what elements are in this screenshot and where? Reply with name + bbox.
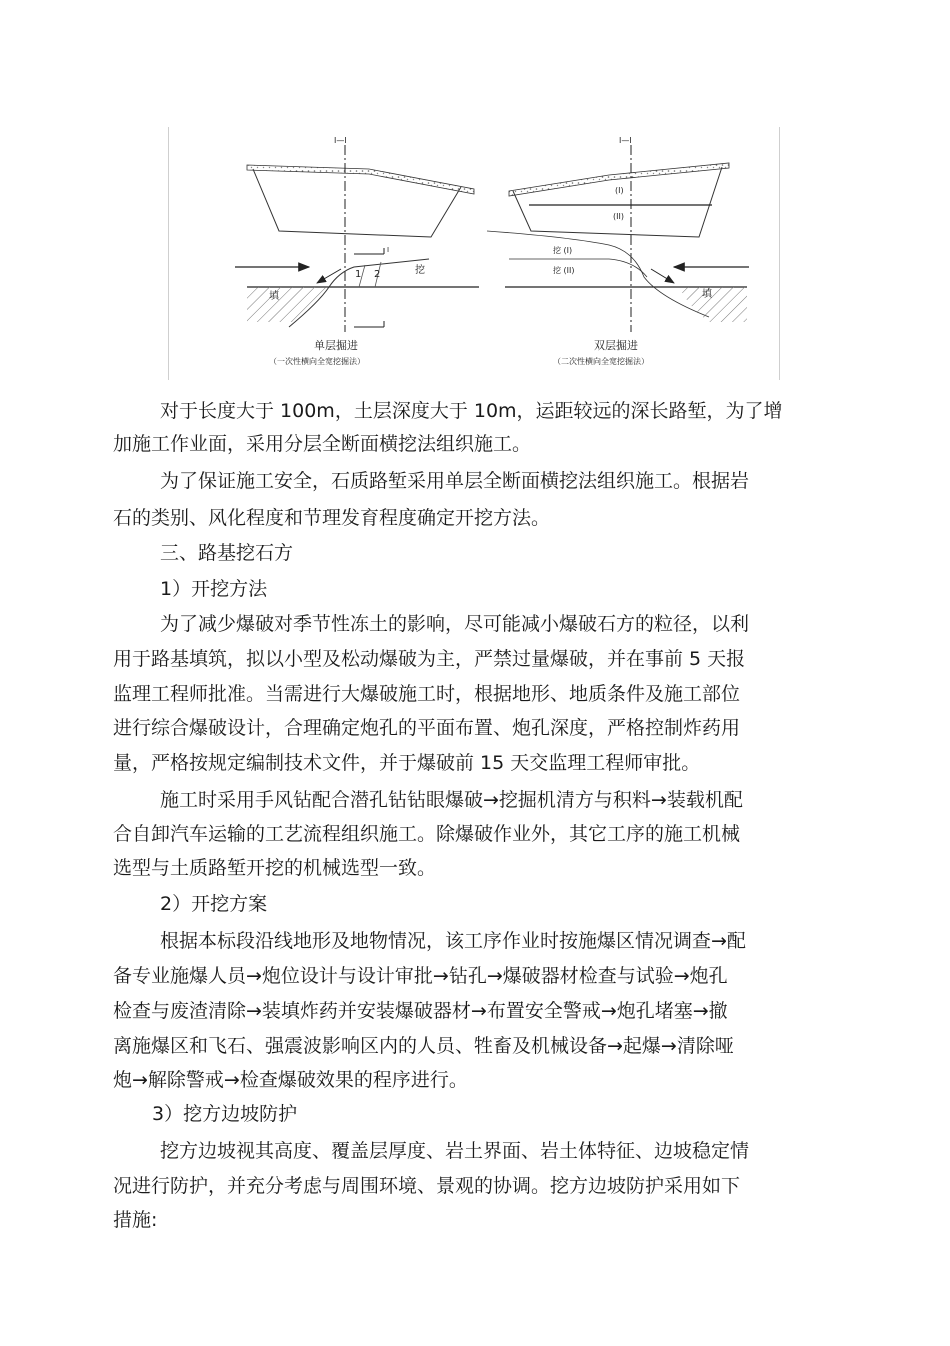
left-diagram-title: 单层掘进 [314, 339, 358, 352]
text-line: 为了保证施工安全，石质路堑采用单层全断面横挖法组织施工。根据岩 [160, 470, 750, 492]
left-fill-hatch [247, 287, 329, 322]
text-line: 备专业施爆人员→炮位设计与设计审批→钻孔→爆破器材检查与试验→炮孔 [113, 965, 728, 987]
right-dig-1-label: 挖 (I) [553, 246, 573, 255]
right-fill-hatch [679, 287, 747, 322]
text-line: 根据本标段沿线地形及地物情况，该工序作业时按施爆区情况调查→配 [160, 930, 746, 952]
left-cut-section [253, 169, 461, 237]
left-diagram-subtitle: （一次性横向全宽挖掘法） [269, 357, 365, 366]
left-dig-label: 挖 [415, 265, 425, 276]
text-line: 为了减少爆破对季节性冻土的影响，尽可能减小爆破石方的粒径，以利 [160, 613, 750, 635]
text-line: 监理工程师批准。当需进行大爆破施工时，根据地形、地质条件及施工部位 [113, 683, 741, 705]
text-line: 进行综合爆破设计，合理确定炮孔的平面布置、炮孔深度，严格控制炸药用 [113, 717, 741, 739]
text-line: 挖方边坡视其高度、覆盖层厚度、岩土界面、岩土体特征、边坡稳定情 [160, 1140, 750, 1162]
right-dig-2-label: 挖 (II) [553, 266, 575, 275]
right-layer-curve-1 [487, 231, 709, 317]
right-diagonal-arrow [651, 269, 674, 283]
right-section-mark: I—I [619, 136, 632, 145]
text-line: 离施爆区和飞石、强震波影响区内的人员、牲畜及机械设备→起爆→清除哑 [113, 1035, 734, 1057]
left-diagram [235, 136, 479, 366]
left-stage-1: 1 [355, 269, 362, 280]
text-line: 措施: [113, 1209, 158, 1231]
left-section-mark: I—I [334, 136, 347, 145]
text-line: 对于长度大于 100m，土层深度大于 10m，运距较远的深长路堑，为了增 [160, 400, 783, 422]
subsection-heading: 3）挖方边坡防护 [152, 1103, 298, 1125]
text-line: 石的类别、风化程度和节理发育程度确定开挖方法。 [113, 507, 551, 529]
left-ground-surface [247, 165, 474, 194]
cross-section-figure [168, 127, 780, 380]
text-line: 合自卸汽车运输的工艺流程组织施工。除爆破作业外，其它工序的施工机械 [113, 823, 741, 845]
text-line: 炮→解除警戒→检查爆破效果的程序进行。 [113, 1069, 468, 1091]
right-layer-1-label: (I) [615, 186, 624, 195]
subsection-heading: 1）开挖方法 [160, 578, 268, 600]
text-line: 加施工作业面，采用分层全断面横挖法组织施工。 [113, 433, 532, 455]
right-layer-2-label: (II) [613, 212, 624, 221]
excavation-diagram [169, 127, 779, 380]
text-line: 施工时采用手风钻配合潜孔钻钻眼爆破→挖掘机清方与积料→装载机配 [160, 789, 743, 811]
section-heading: 三、路基挖石方 [160, 542, 294, 564]
text-line: 量，严格按规定编制技术文件，并于爆破前 15 天交监理工程师审批。 [113, 752, 701, 774]
right-diagram-title: 双层掘进 [594, 339, 638, 352]
left-fill-label: 填 [269, 291, 279, 302]
text-line: 况进行防护，并充分考虑与周围环境、景观的协调。挖方边坡防护采用如下 [113, 1175, 741, 1197]
text-line: 用于路基填筑，拟以小型及松动爆破为主，严禁过量爆破，并在事前 5 天报 [113, 648, 746, 670]
left-marker: I [387, 246, 390, 254]
subsection-heading: 2）开挖方案 [160, 893, 268, 915]
left-diagonal-arrow [317, 269, 341, 283]
text-line: 选型与土质路堑开挖的机械选型一致。 [113, 857, 437, 879]
text-line: 检查与废渣清除→装填炸药并安装爆破器材→布置安全警戒→炮孔堵塞→撤 [113, 1000, 728, 1022]
right-layer-curve-2 [509, 259, 647, 277]
right-fill-label: 填 [702, 289, 712, 300]
right-diagram-subtitle: （二次性横向全宽挖掘法） [553, 357, 649, 366]
right-diagram [487, 136, 749, 366]
left-stage-2: 2 [374, 269, 381, 280]
